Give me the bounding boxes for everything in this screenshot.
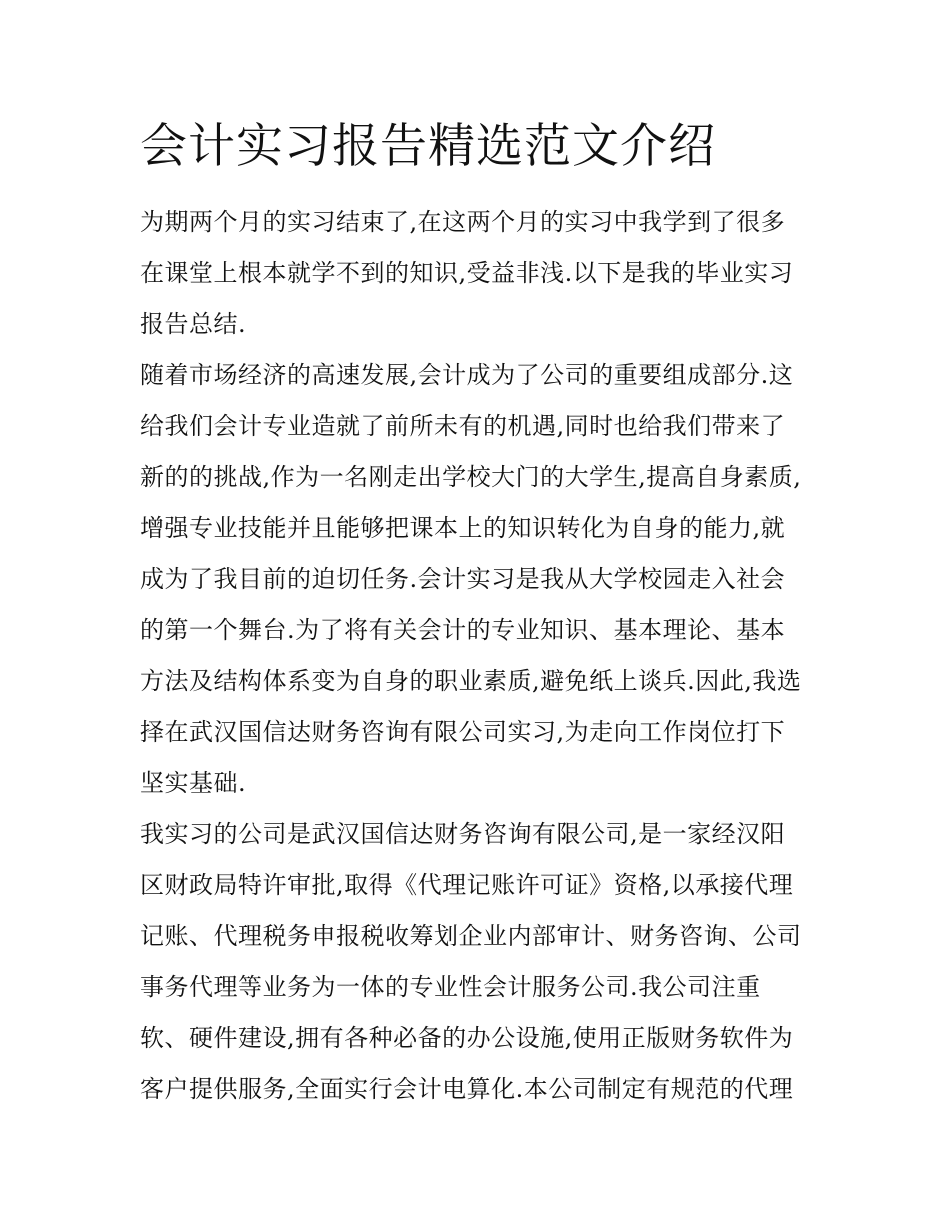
body-line: 随着市场经济的高速发展,会计成为了公司的重要组成部分.这 [140,361,794,389]
body-line: 记账、代理税务申报税收筹划企业内部审计、财务咨询、公司 [140,922,802,950]
body-line: 区财政局特许审批,取得《代理记账许可证》资格,以承接代理 [140,871,794,899]
body-line: 新的的挑战,作为一名刚走出学校大门的大学生,提高自身素质, [140,463,802,491]
document-title: 会计实习报告精选范文介绍 [140,119,716,174]
body-line: 择在武汉国信达财务咨询有限公司实习,为走向工作岗位打下 [140,718,786,746]
body-line: 方法及结构体系变为自身的职业素质,避免纸上谈兵.因此,我选 [140,667,802,695]
body-line: 报告总结. [140,310,247,338]
body-line: 事务代理等业务为一体的专业性会计服务公司.我公司注重 [140,973,761,1001]
document-body [140,200,802,1118]
body-line: 我实习的公司是武汉国信达财务咨询有限公司,是一家经汉阳 [140,820,786,848]
body-line: 给我们会计专业造就了前所未有的机遇,同时也给我们带来了 [140,412,786,440]
body-line: 为期两个月的实习结束了,在这两个月的实习中我学到了很多 [140,208,786,236]
body-line: 的第一个舞台.为了将有关会计的专业知识、基本理论、基本 [140,616,786,644]
body-line: 成为了我目前的迫切任务.会计实习是我从大学校园走入社会 [140,565,786,593]
body-line: 增强专业技能并且能够把课本上的知识转化为自身的能力,就 [140,514,786,542]
body-line: 坚实基础. [140,769,247,797]
body-line: 软、硬件建设,拥有各种必备的办公设施,使用正版财务软件为 [140,1024,794,1052]
body-line: 客户提供服务,全面实行会计电算化.本公司制定有规范的代理 [140,1075,794,1103]
body-line: 在课堂上根本就学不到的知识,受益非浅.以下是我的毕业实习 [140,259,794,287]
